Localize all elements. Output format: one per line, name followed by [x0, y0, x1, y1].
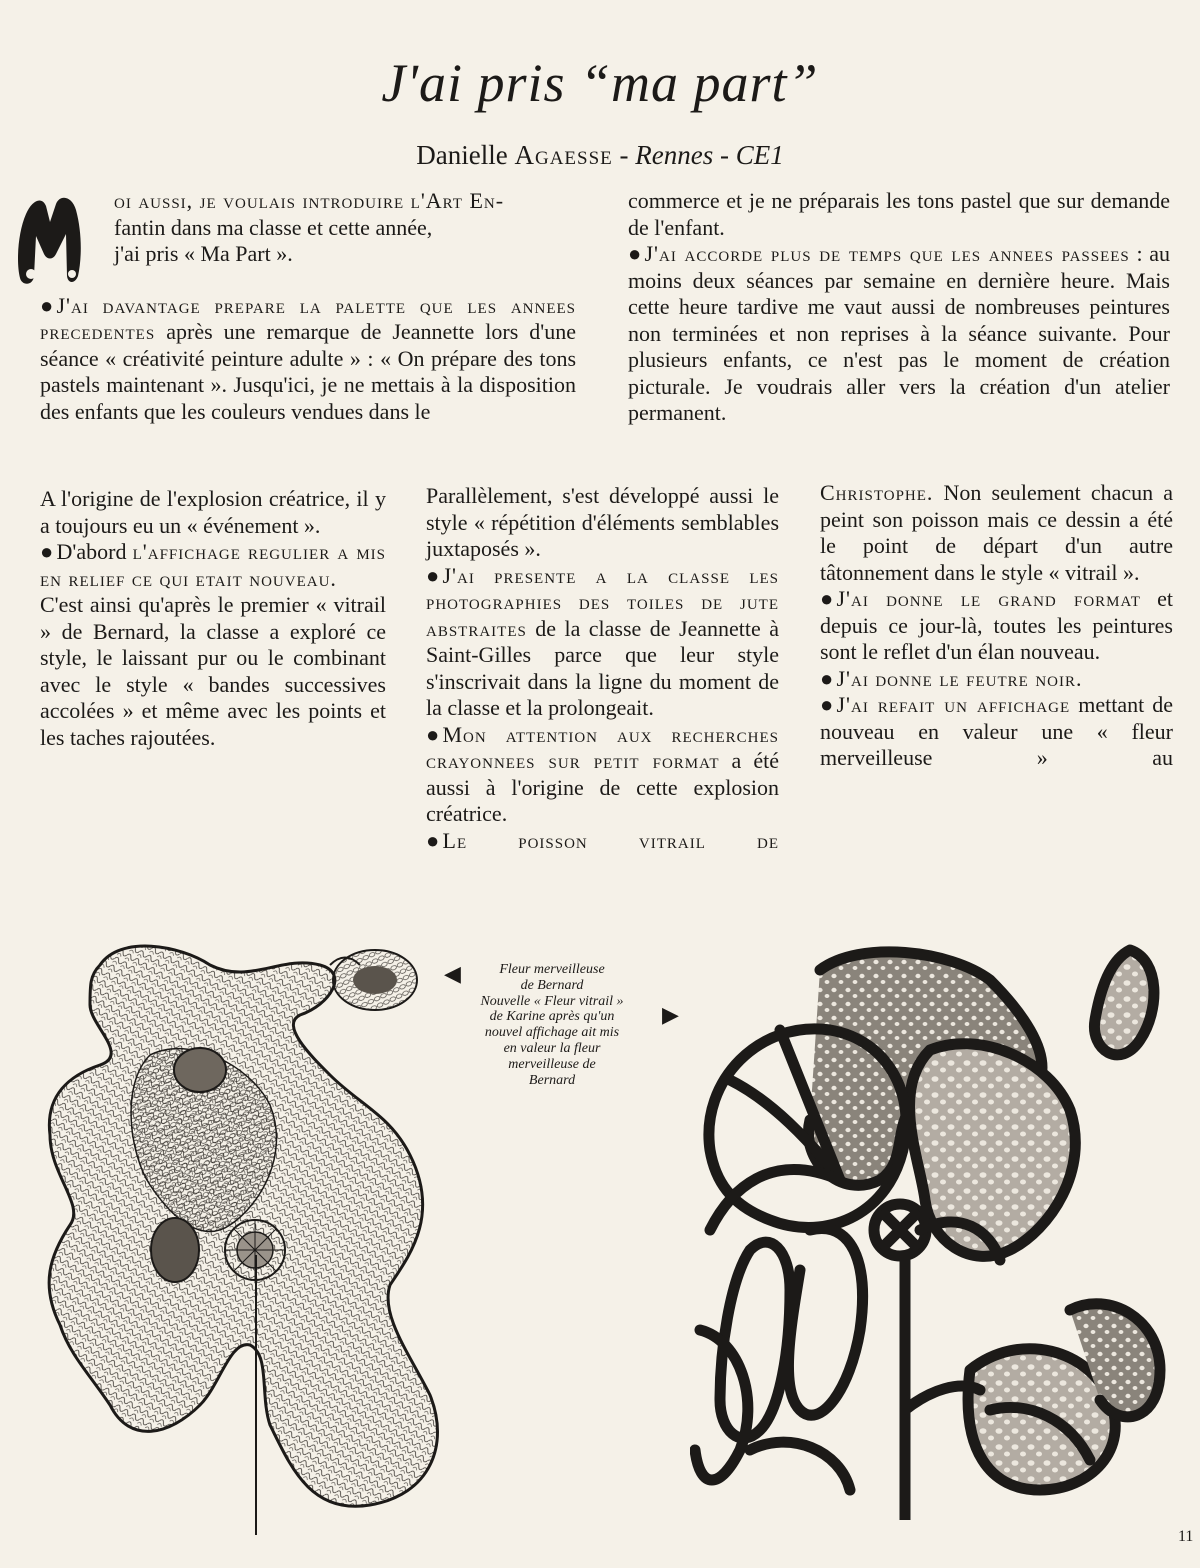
caption-line: de Karine après qu'un	[489, 1009, 615, 1025]
paragraph-text: commerce et je ne préparais les tons pastel que sur demande de l'enfant.	[628, 188, 1170, 240]
bullet-icon: ●	[40, 292, 54, 318]
paragraph-text: : au moins deux séances par semaine en dernière heure. Mais cette heure tardive me vaut aussi de nombreuses peintures non terminées et non reprises à la séance suivante. Pour plusieurs enfants, ce n'est pas le moment de création picturale. Je voudrais aller vers la création d'un atelier permanent.	[628, 241, 1170, 425]
paragraph-text: A l'origine de l'explosion créatrice, il y a toujours eu un « événement ».	[40, 486, 386, 538]
byline-class: CE1	[735, 140, 784, 170]
bullet-icon: ●	[820, 665, 834, 691]
lead-in: Christophe.	[820, 480, 934, 505]
bullet-icon: ●	[426, 827, 440, 853]
paragraph-redisplay	[820, 692, 1173, 772]
paragraph-fish-cont	[820, 480, 1173, 586]
fleur-merveilleuse-drawing	[30, 925, 450, 1535]
caption-line: Fleur merveilleuse	[499, 962, 605, 977]
paragraph-text: après une remarque de Jeannette lors d'une séance « créativité peinture adulte » : « On prépare des tons pastels maintenant ». Jusqu'ici, je ne mettais à la disposition des enfants que les couleurs vendues dans le	[40, 319, 577, 424]
author-last-name: Agaesse	[514, 140, 613, 170]
caption-line: en valeur la fleur	[503, 1040, 601, 1056]
bullet-icon: ●	[820, 692, 834, 717]
paragraph-palette	[40, 293, 576, 426]
column-1	[40, 486, 386, 751]
intro-line: j'ai pris « Ma Part ».	[114, 241, 293, 266]
lead-in: J'ai davantage prepare la palette que les annees precedentes	[40, 292, 576, 344]
byline	[0, 140, 1200, 171]
intro-column	[40, 188, 576, 425]
arrow-left-icon: ◀	[444, 961, 461, 986]
byline-separator: -	[719, 140, 729, 170]
paragraph-text: Non seulement chacun a peint son poisson mais ce dessin a été le point de départ d'un autre tâtonnement dans le style « vitrail ».	[820, 480, 1173, 585]
paragraph-time	[628, 241, 1170, 427]
author-first-name: Danielle	[416, 140, 508, 170]
bullet-icon: ●	[426, 562, 440, 588]
intro-line: fantin dans ma classe et cette année,	[114, 214, 433, 240]
intro-column-right	[628, 188, 1170, 427]
page-number: 11	[1178, 1528, 1194, 1545]
arrow-right-icon: ▶	[662, 1002, 679, 1027]
lead-in: J'ai donne le grand format	[836, 586, 1141, 611]
paragraph-text: et depuis ce jour-là, toutes les peintures sont le reflet d'un élan nouveau.	[820, 586, 1173, 664]
paragraph-text: Parallèlement, s'est développé aussi le style « répétition d'éléments semblables juxtaposés ».	[426, 483, 779, 561]
paragraph-text: a été aussi à l'origine de cette explosion créatrice.	[426, 748, 780, 826]
paragraph-research	[426, 722, 779, 828]
lead-in: Le poisson vitrail de	[442, 827, 779, 853]
fleur-vitrail-painting	[690, 930, 1180, 1520]
bullet-icon: ●	[628, 241, 642, 266]
caption-line: merveilleuse de	[508, 1056, 596, 1072]
paragraph-text: de la classe de Jeannette à Saint-Gilles parce que leur style s'inscrivait dans la ligne du moment de la classe et la prolongeait.	[426, 615, 780, 720]
lead-in: J'ai presente a la classe les photographies des toiles de jute abstraites	[426, 562, 779, 641]
paragraph-format	[820, 586, 1173, 666]
byline-separator: -	[619, 140, 629, 170]
paragraph-felt	[820, 666, 1173, 693]
article-title: J'ai pris “ma part”	[381, 53, 819, 113]
column-2	[426, 483, 779, 854]
paragraph-display	[40, 539, 386, 592]
byline-city: Rennes	[635, 140, 714, 170]
bullet-icon: ●	[40, 539, 54, 564]
lead-in: J'ai donne le feutre noir.	[836, 665, 1083, 691]
figure-caption	[436, 962, 668, 1088]
lead-in: Mon attention aux recherches crayonnees sur petit format	[426, 721, 779, 773]
bullet-icon: ●	[820, 586, 834, 611]
paragraph-text: D'abord	[56, 539, 127, 564]
lead-in: J'ai refait un affichage	[836, 692, 1071, 717]
caption-line: de Bernard	[520, 977, 584, 993]
column-3	[820, 480, 1173, 772]
paragraph-fish	[426, 828, 779, 855]
paragraph-text: C'est ainsi qu'après le premier « vitrail » de Bernard, la classe a exploré ce style, le laissant pur ou le combinant avec le style « bandes successives accolées » et même avec les points et les taches rajoutées.	[40, 592, 386, 750]
lead-in: J'ai accorde plus de temps que les annees passees	[644, 241, 1130, 266]
bullet-icon: ●	[426, 721, 440, 747]
caption-line: Bernard	[528, 1072, 576, 1088]
lead-in: l'affichage regulier a mis en relief ce qui etait nouveau.	[40, 539, 387, 591]
paragraph-text: mettant de nouveau en valeur une « fleur merveilleuse » au	[820, 692, 1173, 770]
caption-line: Nouvelle « Fleur vitrail »	[480, 993, 624, 1009]
caption-line: nouvel affichage ait mis	[484, 1025, 620, 1041]
intro-line: oi aussi, je voulais introduire l'Art En-	[114, 188, 505, 213]
paragraph-photos	[426, 563, 779, 722]
